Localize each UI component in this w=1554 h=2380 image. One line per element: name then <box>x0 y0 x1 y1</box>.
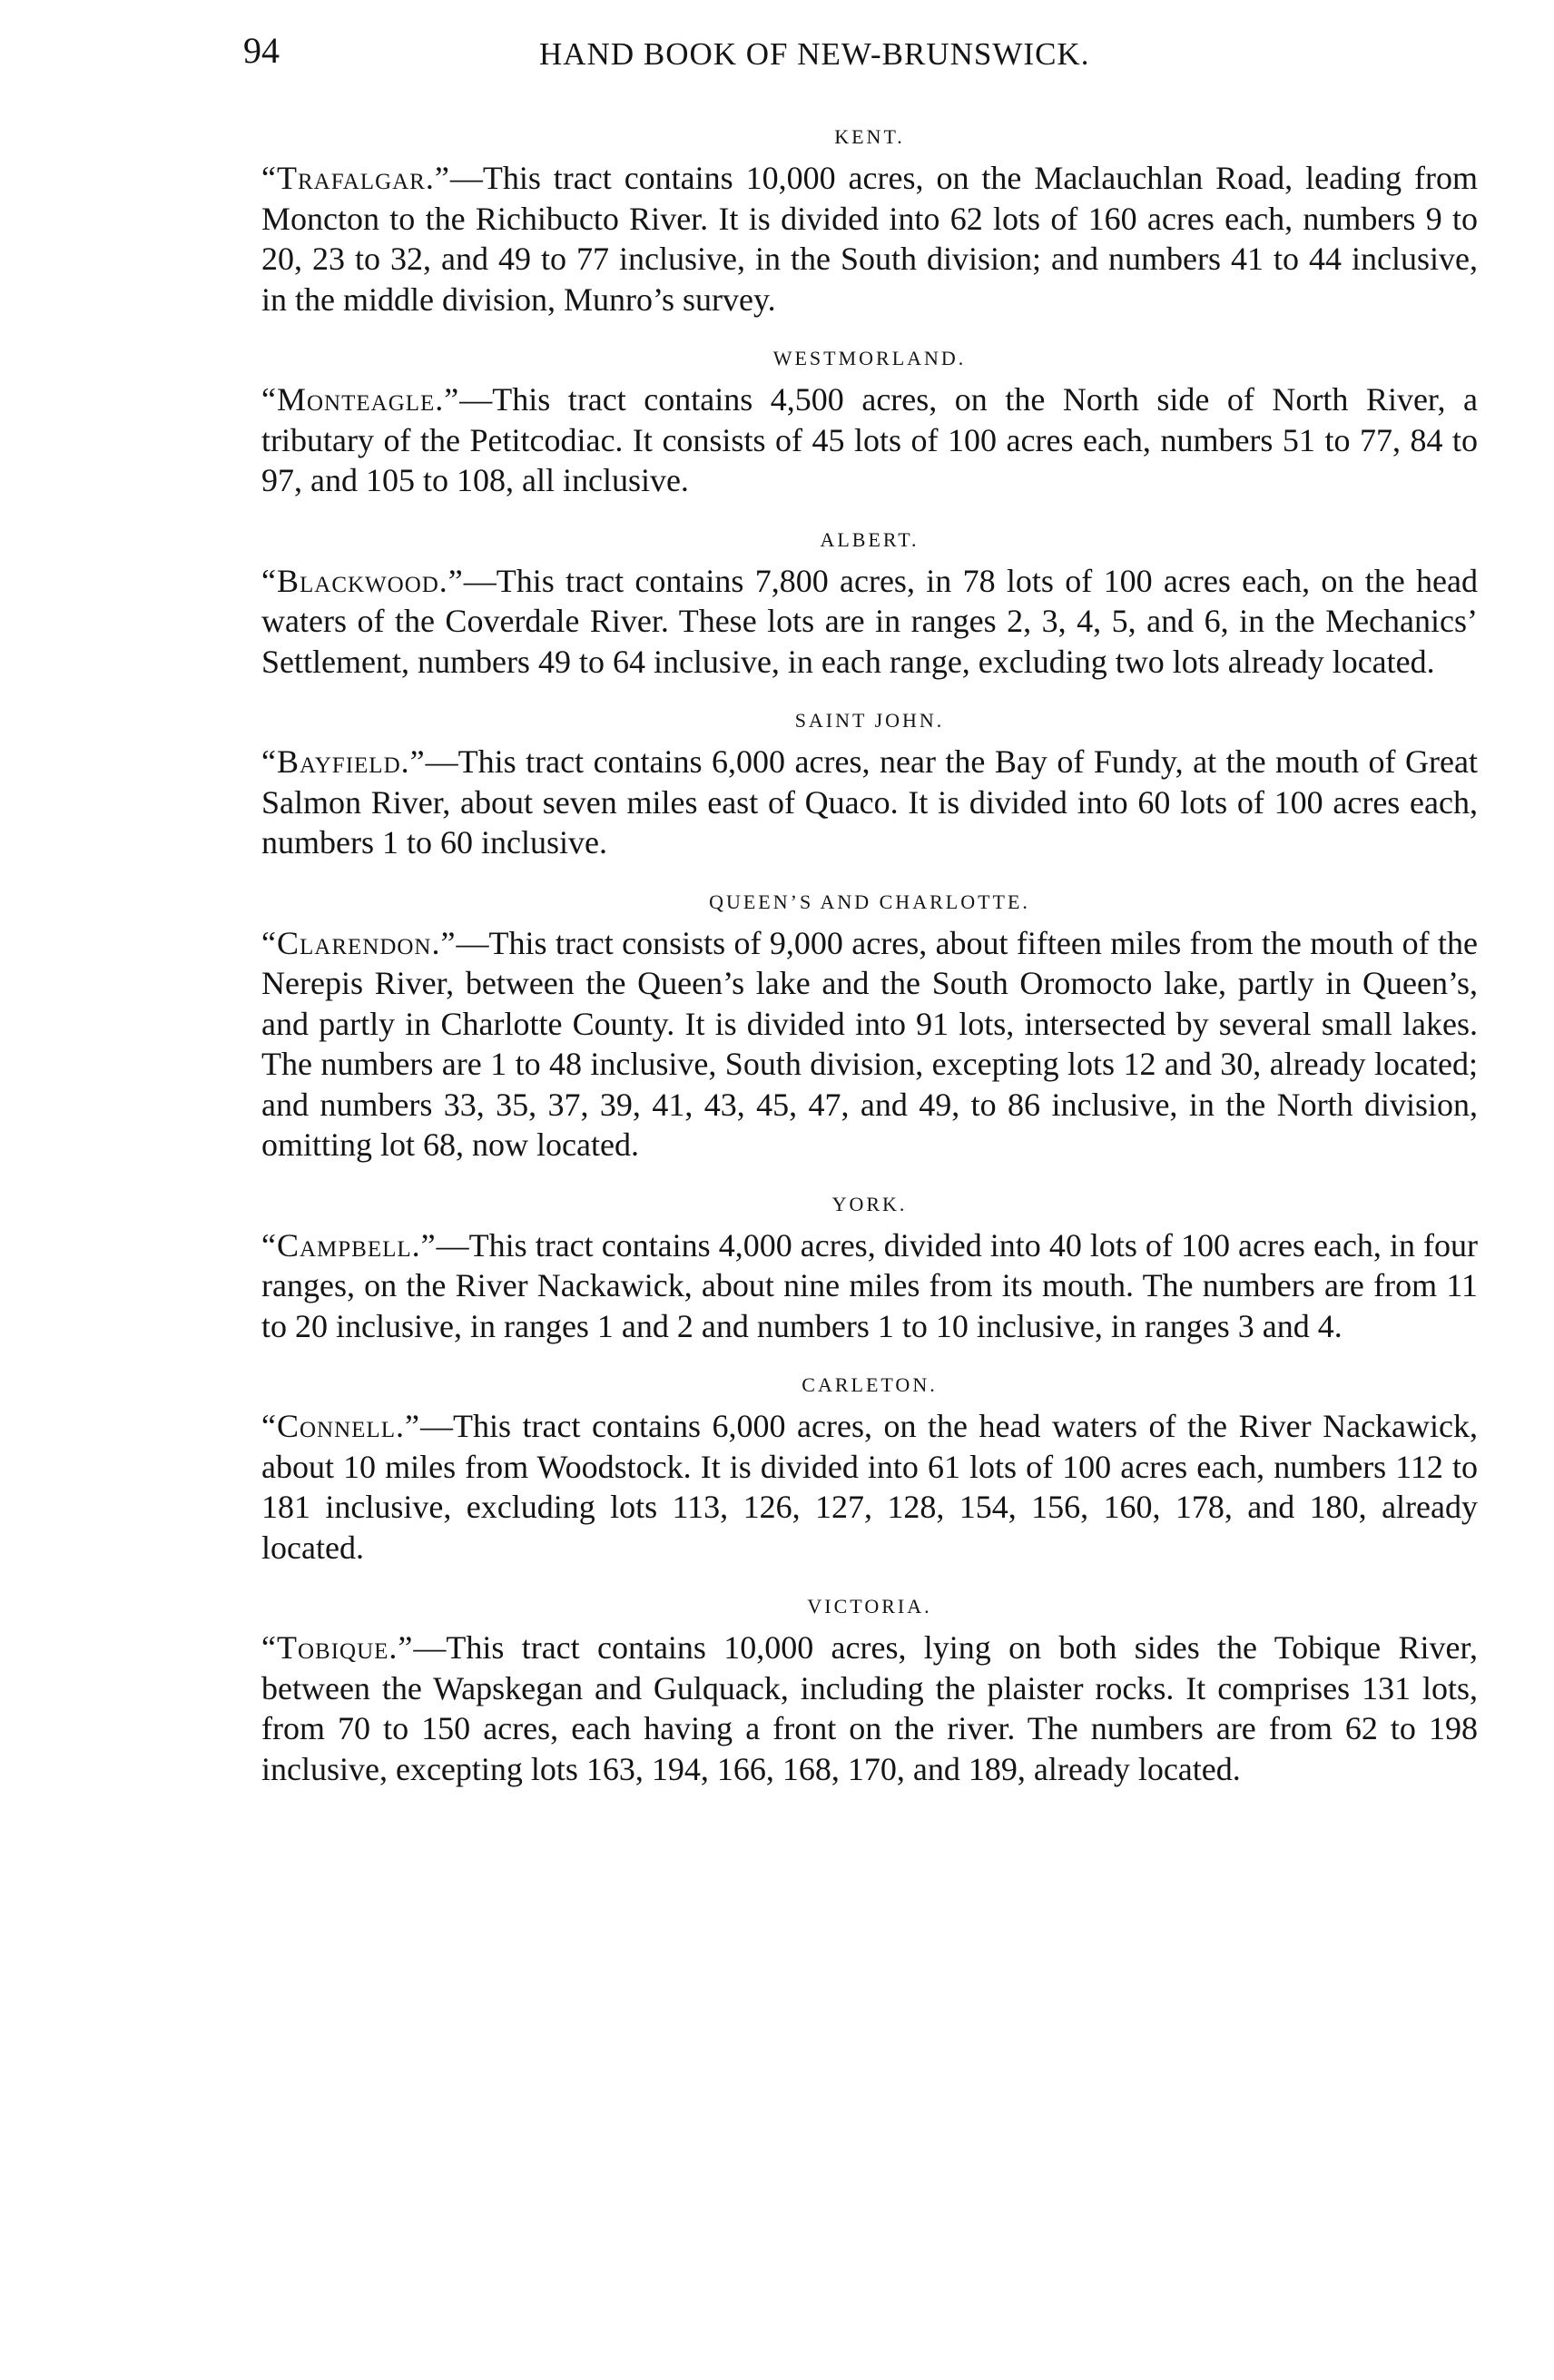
section-saint-john <box>261 707 1478 863</box>
tract-name: “Campbell.” <box>261 1226 437 1264</box>
county-heading: KENT. <box>834 125 905 148</box>
county-heading: ALBERT. <box>820 527 920 551</box>
tract-description: —This tract contains 7,800 acres, in 78 lots of 100 acres each, on the head waters of the Coverdale River. These lots are in ranges 2, 3, 4, 5, and 6, in the Mechanics’ Settlement, numbers 49 to 64 inclusive, in each range, excluding two lots already located. <box>261 562 1478 680</box>
page-number: 94 <box>243 30 280 71</box>
running-title: HAND BOOK OF NEW-BRUNSWICK. <box>539 36 1090 72</box>
tract-entry <box>261 561 1478 683</box>
tract-entry <box>261 158 1478 320</box>
tract-entry <box>261 1628 1478 1789</box>
county-heading: QUEEN’S AND CHARLOTTE. <box>709 890 1030 913</box>
tract-description: —This tract contains 4,000 acres, divided into 40 lots of 100 acres each, in four ranges, on the River Nackawick, about nine miles from its mouth. The numbers are from 11 to 20 inclusive, in ranges 1 and 2 and numbers 1 to 10 inclusive, in ranges 3 and 4. <box>261 1226 1478 1344</box>
tract-description: —This tract contains 4,500 acres, on the North side of North River, a tributary of the Petitcodiac. It consists of 45 lots of 100 acres each, numbers 51 to 77, 84 to 97, and 105 to 108, all inclusive. <box>261 381 1478 498</box>
running-head <box>243 25 1487 80</box>
tract-name: “Tobique.” <box>261 1629 414 1666</box>
page-content <box>261 123 1478 1815</box>
tract-description: —This tract contains 10,000 acres, lying on both sides the Tobique River, between the Wapskegan and Gulquack, including the plaister rocks. It comprises 131 lots, from 70 to 150 acres, each having a front on the river. The numbers are from 62 to 198 inclusive, excepting lots 163, 194, 166, 168, 170, and 189, already located. <box>261 1629 1478 1787</box>
tract-description: —This tract contains 10,000 acres, on the Maclauchlan Road, leading from Moncton to the Richibucto River. It is divided into 62 lots of 160 acres each, numbers 9 to 20, 23 to 32, and 49 to 77 inclusive, in the South division; and numbers 41 to 44 inclusive, in the middle division, Munro’s survey. <box>261 160 1478 318</box>
county-heading: VICTORIA. <box>807 1595 932 1618</box>
tract-name: “Blackwood.” <box>261 562 464 599</box>
section-york <box>261 1191 1478 1347</box>
tract-name: “Monteagle.” <box>261 381 460 418</box>
tract-entry <box>261 379 1478 501</box>
section-victoria <box>261 1593 1478 1789</box>
section-westmorland <box>261 345 1478 501</box>
tract-entry <box>261 923 1478 1165</box>
tract-name: “Bayfield.” <box>261 743 426 780</box>
section-albert <box>261 526 1478 683</box>
tract-entry <box>261 742 1478 863</box>
tract-description: —This tract contains 6,000 acres, near the Bay of Fundy, at the mouth of Great Salmon River, about seven miles east of Quaco. It is divided into 60 lots of 100 acres each, numbers 1 to 60 inclusive. <box>261 743 1478 861</box>
tract-name: “Clarendon.” <box>261 924 457 961</box>
tract-entry <box>261 1225 1478 1347</box>
county-heading: WESTMORLAND. <box>772 347 967 369</box>
tract-entry <box>261 1406 1478 1568</box>
tract-description: —This tract consists of 9,000 acres, about fifteen miles from the mouth of the Nerepis River, between the Queen’s lake and the South Oromocto lake, partly in Queen’s, and partly in Charlotte County. It is divided into 91 lots, intersected by several small lakes. The numbers are 1 to 48 inclusive, South division, excepting lots 12 and 30, already located; and numbers 33, 35, 37, 39, 41, 43, 45, 47, and 49, to 86 inclusive, in the North division, omitting lot 68, now located. <box>261 924 1478 1163</box>
county-heading: SAINT JOHN. <box>794 709 945 732</box>
section-kent <box>261 123 1478 320</box>
tract-description: —This tract contains 6,000 acres, on the head waters of the River Nackawick, about 10 miles from Woodstock. It is divided into 61 lots of 100 acres each, numbers 112 to 181 inclusive, excluding lots 113, 126, 127, 128, 154, 156, 160, 178, and 180, already located. <box>261 1408 1478 1566</box>
tract-name: “Connell.” <box>261 1408 420 1444</box>
section-carleton <box>261 1372 1478 1568</box>
county-heading: CARLETON. <box>802 1373 938 1396</box>
county-heading: YORK. <box>831 1192 908 1215</box>
tract-name: “Trafalgar.” <box>261 160 450 196</box>
section-queens-and-charlotte <box>261 889 1478 1165</box>
